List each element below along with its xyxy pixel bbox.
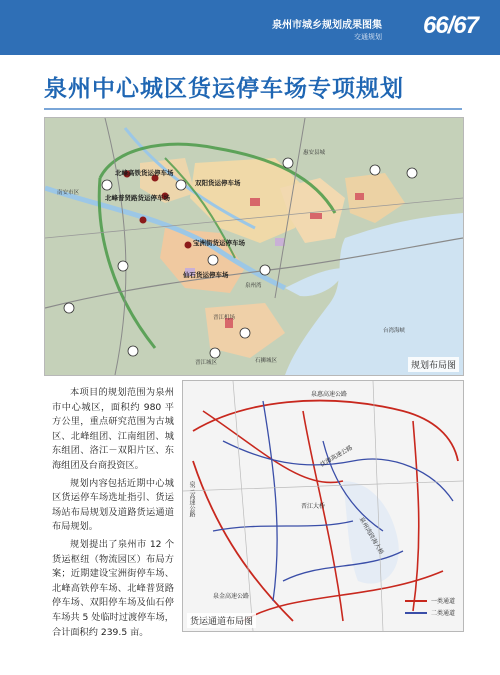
parking-label-puxian-road: 北峰普贤路货运停车场 <box>105 194 170 202</box>
paragraph-scope: 本项目的规划范围为泉州市中心城区，面积约 980 平方公里，重点研究范围为古城区、北峰组团、江南组团、城东组团、洛江－双阳片区、东海组团及台商投资区。 <box>52 387 174 471</box>
planning-layout-map <box>44 117 464 376</box>
place-label-quanzhou-bay: 泉州湾 <box>245 283 262 289</box>
place-label-jinjiang: 晋江城区 <box>195 360 218 366</box>
legend-label-class1: 一类通道 <box>430 598 455 605</box>
body-text <box>52 386 174 643</box>
legend-swatch-red <box>405 600 427 602</box>
paragraph-proposal: 规划提出了泉州市 12 个货运枢纽（物流园区）布局方案；近期建设宝洲街停车场、北峰高铁停车场、北峰普贤路停车场、双阳停车场及仙石停车场共 5 处临时过渡停车场，合计面积约 239.5 亩。 <box>52 538 174 638</box>
legend-item-class2 <box>405 608 455 617</box>
road-label-quanjin: 泉金高速公路 <box>213 593 250 600</box>
legend-swatch-blue <box>405 612 427 614</box>
road-label-bay-bridge: 泉州湾跨海大桥 <box>357 516 385 556</box>
legend-item-class1 <box>405 596 455 605</box>
road-label-quanhui: 泉惠高速公路 <box>311 391 348 398</box>
corridor-map-caption: 货运通道布局图 <box>187 613 256 628</box>
page-title: 泉州中心城区货运停车场专项规划 <box>44 76 404 102</box>
planning-map-caption: 规划布局图 <box>408 357 459 372</box>
page-numbers: 66/67 <box>422 12 478 39</box>
road-label-jinjiang-bridge: 晋江大桥 <box>301 503 326 510</box>
legend-label-class2: 二类通道 <box>430 610 455 617</box>
place-label-jinjiang-airport: 晋江机场 <box>213 315 236 321</box>
freight-corridor-map <box>182 380 464 632</box>
paragraph-content: 规划内容包括近期中心城区货运停车场选址指引、货运场站布局规划及道路货运通道布局规划。 <box>52 477 174 533</box>
planning-map-graphic <box>45 118 463 375</box>
title-rule <box>44 108 462 110</box>
place-label-huian: 惠安县城 <box>303 150 326 156</box>
place-label-nanan: 南安市区 <box>57 190 80 196</box>
road-label-quansan: 泉三高速公路 <box>188 481 195 517</box>
parking-label-shuangyang: 双阳货运停车场 <box>195 179 241 187</box>
road-label-shenhai: 沈海高速公路 <box>319 444 354 469</box>
parking-label-baozhou: 宝洲街货运停车场 <box>193 239 245 247</box>
place-label-taiwan-strait: 台湾海峡 <box>383 328 406 334</box>
parking-label-xianshi: 仙石货运停车场 <box>183 271 229 279</box>
album-title: 泉州市城乡规划成果图集 <box>272 20 382 31</box>
section-label: 交通规划 <box>354 33 382 41</box>
place-label-shishi: 石狮城区 <box>255 358 278 364</box>
corridor-legend <box>405 593 455 617</box>
parking-label-beifeng-hsr: 北峰高铁货运停车场 <box>115 169 174 177</box>
